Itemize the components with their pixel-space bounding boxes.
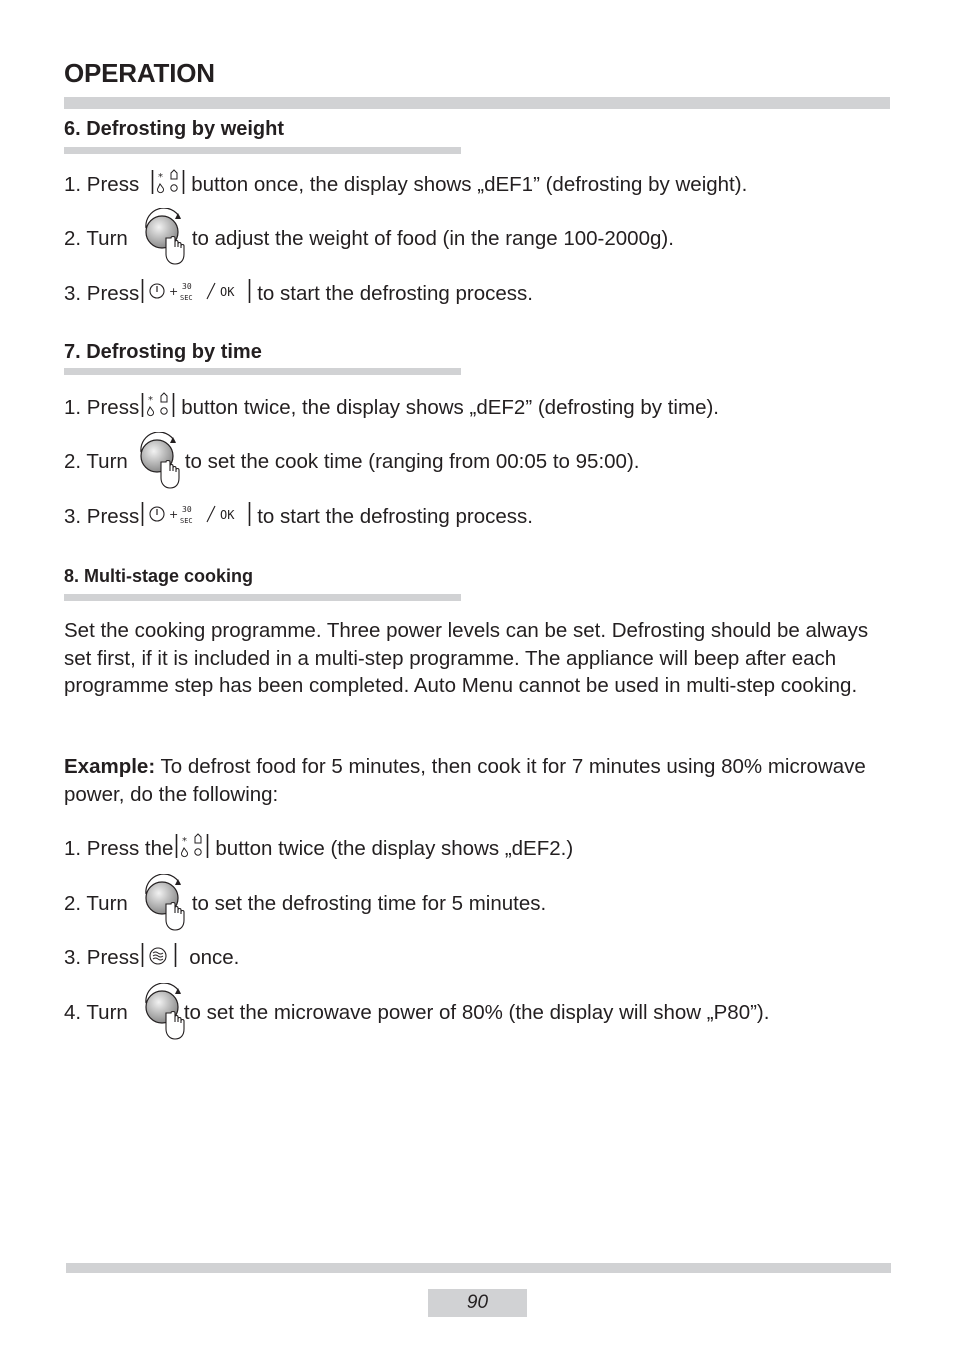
- step-row: [64, 837, 573, 861]
- intro-paragraph: Set the cooking programme. Three power levels can be set. Defrosting should be always set first, if it is included in a multi-step programme. The appliance will beep after each programme step has been completed. Auto Menu cannot be used in multi-step cooking.: [64, 619, 869, 697]
- defrost-button-icon: [151, 168, 185, 202]
- thirty-label: 30: [182, 505, 192, 514]
- step-text: button twice (the display shows „dEF2.): [215, 837, 574, 860]
- step-text: once.: [189, 946, 240, 969]
- step-prefix: 1. Press: [64, 173, 140, 196]
- step-text: to set the cook time (ranging from 00:05 to 95:00).: [184, 450, 640, 473]
- step-text: to start the defrosting process.: [257, 282, 533, 305]
- step-prefix: 3. Press: [64, 505, 140, 528]
- step-row: [64, 282, 533, 306]
- knob-icon: [135, 432, 185, 492]
- step-text: button once, the display shows „dEF1” (defrosting by weight).: [191, 173, 748, 196]
- step-row: [64, 946, 239, 970]
- sec-label: SEC: [180, 517, 193, 525]
- page-title: OPERATION: [64, 58, 215, 88]
- knob-icon: [140, 983, 190, 1043]
- section-heading-multi-stage: 8. Multi-stage cooking: [64, 566, 254, 586]
- step-text: button twice, the display shows „dEF2” (defrosting by time).: [181, 396, 719, 419]
- step-row: [64, 505, 533, 529]
- defrost-button-icon: [141, 391, 175, 425]
- microwave-power-button-icon: [141, 941, 177, 975]
- step-prefix: 2. Turn: [64, 892, 128, 915]
- step-prefix: 4. Turn: [64, 1001, 128, 1024]
- svg-text:*: *: [148, 395, 154, 406]
- step-text: to set the microwave power of 80% (the display will show „P80”).: [183, 1001, 770, 1024]
- step-text: to set the defrosting time for 5 minutes.: [191, 892, 547, 915]
- section-divider: [64, 147, 461, 154]
- section-heading-defrost-time: 7. Defrosting by time: [64, 341, 262, 363]
- svg-text:*: *: [158, 172, 164, 183]
- step-prefix: 3. Press: [64, 946, 140, 969]
- example-label: Example:: [64, 755, 156, 778]
- plus-label: +: [169, 285, 179, 298]
- knob-icon: [140, 208, 190, 268]
- ok-label: OK: [220, 508, 235, 522]
- step-text: to start the defrosting process.: [257, 505, 533, 528]
- step-text: to adjust the weight of food (in the range 100-2000g).: [191, 227, 674, 250]
- step-prefix: 2. Turn: [64, 227, 128, 250]
- example-text: To defrost food for 5 minutes, then cook it for 7 minutes using 80% microwave power, do the following:: [64, 755, 866, 806]
- step-row: [64, 173, 747, 197]
- start-30sec-ok-button-icon: [141, 500, 251, 534]
- step-prefix: 1. Press: [64, 396, 140, 419]
- example-paragraph: [64, 753, 894, 808]
- step-prefix: 1. Press the: [64, 837, 174, 860]
- header-divider: [64, 97, 890, 109]
- section-divider: [64, 594, 461, 601]
- start-30sec-ok-button-icon: [141, 277, 251, 311]
- thirty-label: 30: [182, 282, 192, 291]
- section-heading-defrost-weight: 6. Defrosting by weight: [64, 118, 285, 140]
- plus-label: +: [169, 508, 179, 521]
- defrost-button-icon: [175, 832, 209, 866]
- page-number: 90: [428, 1289, 527, 1317]
- sec-label: SEC: [180, 294, 193, 302]
- knob-icon: [140, 874, 190, 934]
- step-prefix: 3. Press: [64, 282, 140, 305]
- section-divider: [64, 368, 461, 375]
- footer-divider: [66, 1263, 891, 1273]
- svg-text:*: *: [182, 836, 188, 847]
- step-row: [64, 396, 719, 420]
- step-row: [64, 892, 546, 916]
- step-prefix: 2. Turn: [64, 450, 128, 473]
- ok-label: OK: [220, 285, 235, 299]
